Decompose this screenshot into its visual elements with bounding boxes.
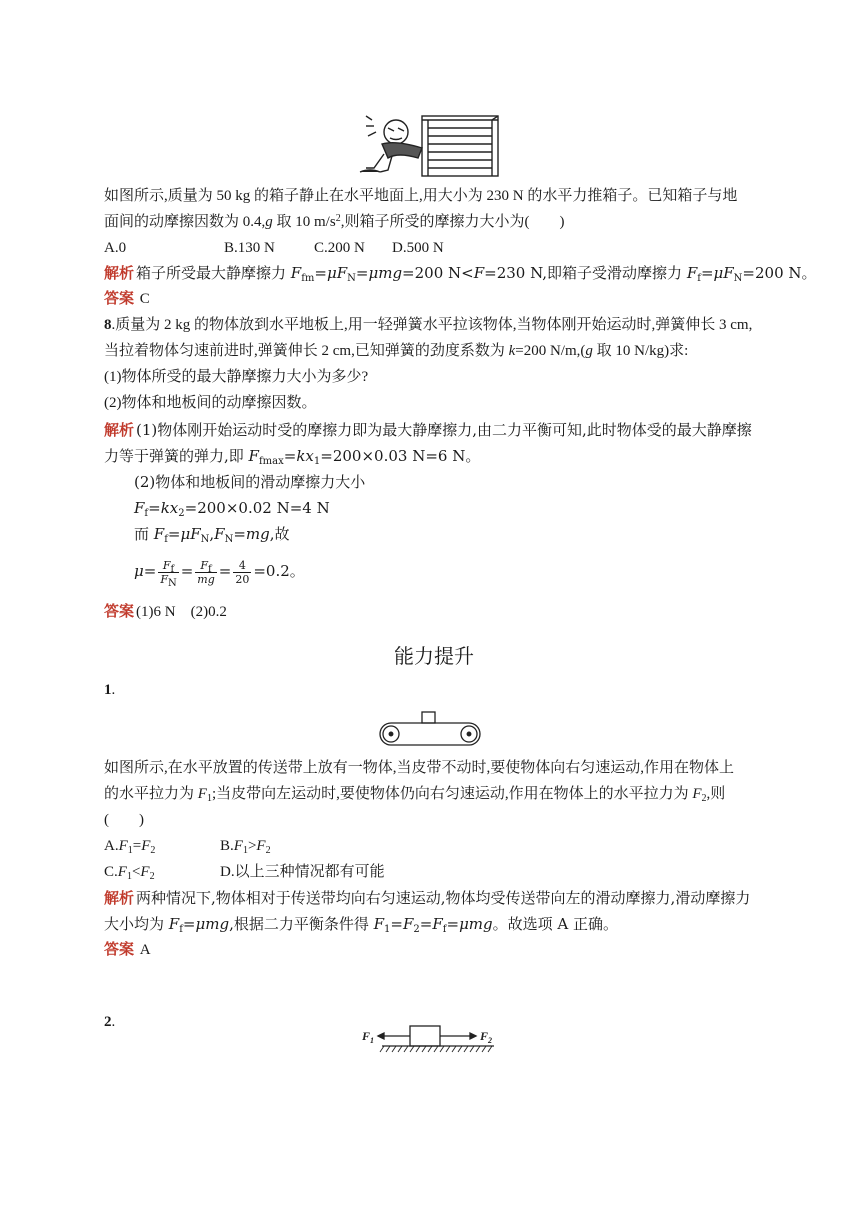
boy-pushing-crate-figure [352, 110, 512, 180]
f1-label: $F_1$ [362, 1029, 375, 1045]
analysis-tag: 解析 [104, 421, 135, 439]
q8-analysis-line1: 解析 (1)物体刚开始运动时受的摩擦力即为最大静摩擦力,由二力平衡可知,此时物体受的最大静摩擦 [104, 421, 752, 439]
q7-option-b: B.130 N [224, 240, 275, 256]
p1-option-d: D.以上三种情况都有可能 [220, 864, 385, 880]
p1-stem-line3: ( ) [104, 812, 144, 828]
answer-tag: 答案 [104, 604, 135, 620]
p1-answer: 答案 A [104, 942, 151, 958]
answer-tag: 答案 [104, 942, 135, 958]
fraction: $\frac{F_f}{mg}$ [197, 558, 215, 586]
q8-analysis-line5: 而 $F_f=\mu F_N,F_N=mg$,故 [134, 525, 290, 545]
q8-sub2: (2)物体和地板间的动摩擦因数。 [104, 395, 317, 411]
boy-icon [360, 116, 422, 172]
block [410, 1026, 440, 1046]
fraction: $\frac{4}{20}$ [235, 558, 250, 586]
object-block [422, 712, 435, 723]
q7-option-c: C.200 N [314, 240, 365, 256]
q8-analysis-line2: 力等于弹簧的弹力,即 $F_{fmax}=kx_1=200\times 0.03$ N=6 N。 [104, 447, 481, 467]
q8-analysis-line3: (2)物体和地板间的滑动摩擦力大小 [134, 473, 366, 491]
question-number: 8 [104, 317, 112, 333]
p1-option-a: $A.F_1=F_2$ [104, 838, 156, 856]
belt [380, 723, 480, 745]
answer-tag: 答案 [104, 291, 135, 307]
q7-answer: 答案 C [104, 291, 150, 307]
q8-stem-line1: 8.质量为 2 kg 的物体放到水平地板上,用一轻弹簧水平拉该物体,当物体刚开始运动时,弹簧伸长 3 cm, [104, 317, 753, 333]
q7-analysis: 解析 箱子所受最大静摩擦力 $F_{fm}=\mu F_N=\mu mg=200$ N<F=230 N,即箱子受滑动摩擦力 $F_f=\mu F_N=200$ N。 [104, 264, 817, 284]
conveyor-belt-figure [376, 710, 486, 750]
q7-option-a: A.0 [104, 240, 127, 256]
section-title: 能力提升 [394, 644, 474, 668]
q8-analysis-line4: $F_f=kx_2=200\times 0.02$ N=4 N [134, 499, 330, 519]
p1-stem-line1: 如图所示,在水平放置的传送带上放有一物体,当皮带不动时,要使物体向右匀速运动,作用在物体上 [104, 760, 735, 776]
p1-analysis-line2: 大小均为 $F_f=\mu mg$,根据二力平衡条件得 $F_1=F_2=F_f=\mu mg$。故选项 A 正确。 [104, 915, 619, 935]
q8-answer: 答案 (1)6 N (2)0.2 [104, 604, 227, 620]
q8-analysis-formula: μ= $\frac{F_f}{F_N}$ = $\frac{F_f}{mg}$ = $\frac{4}{20}$ =0.2。 [134, 558, 305, 589]
f2-label: $F_2$ [480, 1029, 493, 1045]
q8-stem-line2: 当拉着物体匀速前进时,弹簧伸长 2 cm,已知弹簧的劲度系数为 k=200 N/m,(g 取 10 N/kg)求: [104, 343, 689, 359]
p1-option-c: $C.F_1<F_2$ [104, 864, 155, 882]
analysis-tag: 解析 [104, 264, 135, 282]
q7-stem-line2: 面间的动摩擦因数为 0.4,g 取 10 $m/s^2$,则箱子所受的摩擦力大小为( ) [104, 213, 565, 230]
fraction: $\frac{F_f}{F_N}$ [160, 558, 177, 589]
force-diagram-figure [360, 1022, 500, 1056]
p1-option-b: $B.F_1>F_2$ [220, 838, 271, 856]
q7-option-d: D.500 N [392, 240, 444, 256]
crate-icon [422, 116, 498, 176]
p1-stem-line2: 的水平拉力为 $F_1$;当皮带向左运动时,要使物体仍向右匀速运动,作用在物体上的水平拉力为 $F_2$,则 [104, 786, 726, 804]
q8-sub1: (1)物体所受的最大静摩擦力大小为多少? [104, 369, 369, 385]
q7-stem-line1: 如图所示,质量为 50 kg 的箱子静止在水平地面上,用大小为 230 N 的水平力推箱子。已知箱子与地 [104, 188, 738, 204]
p1-analysis-line1: 解析 两种情况下,物体相对于传送带均向右匀速运动,物体均受传送带向左的滑动摩擦力,滑动摩擦力 [104, 889, 751, 907]
analysis-tag: 解析 [104, 889, 135, 907]
p1-number: 1. [104, 682, 116, 698]
p2-number: 2. [104, 1014, 116, 1030]
